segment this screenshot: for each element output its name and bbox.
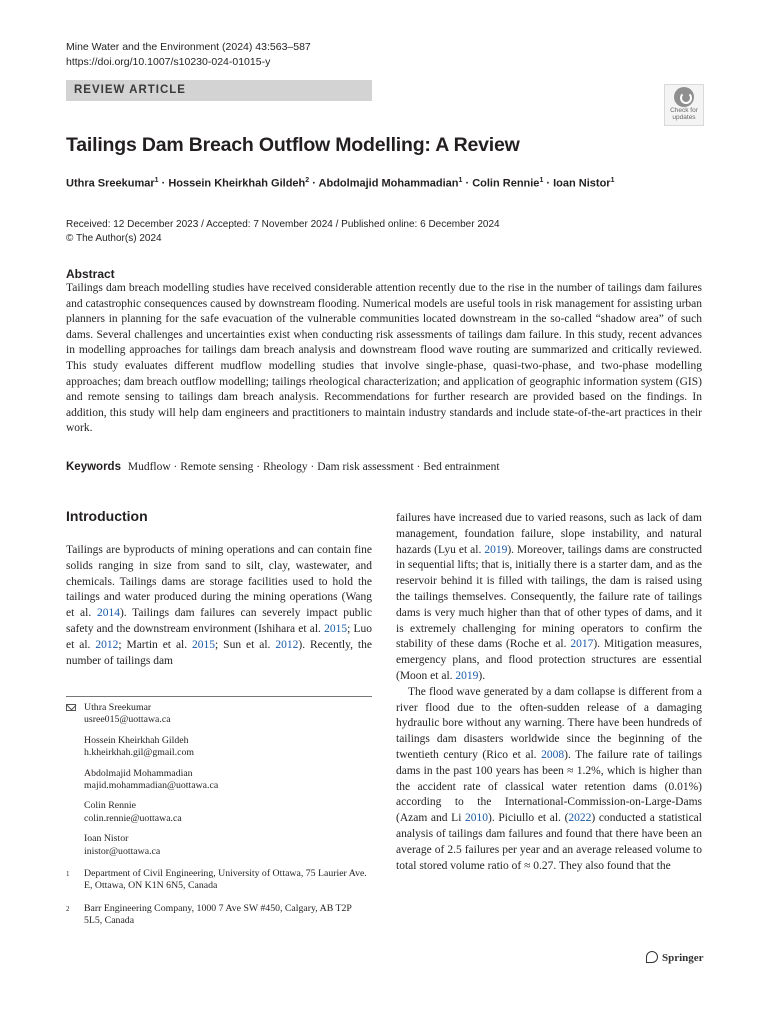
author-name[interactable]: Abdolmajid Mohammadian xyxy=(318,177,459,190)
citation-link[interactable]: 2010 xyxy=(465,812,489,825)
intro-paragraph-1 xyxy=(66,543,372,669)
author-separator: · xyxy=(158,177,169,190)
introduction-heading: Introduction xyxy=(66,508,148,524)
article-title: Tailings Dam Breach Outflow Modelling: A Review xyxy=(66,134,520,156)
contact-name: Colin Rennie xyxy=(84,800,136,812)
article-type-label: REVIEW ARTICLE xyxy=(74,84,186,96)
citation-link[interactable]: 2008 xyxy=(541,748,565,761)
author-contact xyxy=(66,735,372,760)
affiliation xyxy=(66,868,372,893)
citation-link[interactable]: 2012 xyxy=(95,638,119,651)
contact-name: Ioan Nistor xyxy=(84,833,129,845)
publication-dates xyxy=(66,218,500,246)
body-text: ) conducted a statistical analysis of tailings dam failures and found that there have been an average of 2.5 failures per year and an average released volume to total stored volume ratio of ≈ 0.27. They also found that the xyxy=(396,812,702,872)
copyright-line: © The Author(s) 2024 xyxy=(66,233,162,244)
citation-link[interactable]: 2015 xyxy=(192,638,216,651)
contact-name: Uthra Sreekumar xyxy=(84,702,152,713)
intro-paragraph-2 xyxy=(396,511,702,685)
keywords-label: Keywords xyxy=(66,461,121,473)
contact-email[interactable]: colin.rennie@uottawa.ca xyxy=(84,812,182,824)
refresh-icon xyxy=(674,87,694,107)
springer-horse-icon xyxy=(646,951,658,963)
footnote-divider xyxy=(66,696,372,697)
body-text: ). The failure rate of tailings dams in the past 100 years has been ≈ 1.2%, which is higher than the accident rate of classical water retention dams (0.01%) according to the International-Commission-on-Large-Dams (Azam and Li xyxy=(396,748,702,825)
keywords-line xyxy=(66,461,500,473)
author-affiliation-marker: 1 xyxy=(458,177,463,184)
publisher-name: Springer xyxy=(662,952,704,964)
author-name[interactable]: Colin Rennie xyxy=(472,177,540,190)
body-text: ; Sun et al. xyxy=(215,638,276,651)
abstract-heading: Abstract xyxy=(66,267,115,281)
journal-header xyxy=(66,40,311,70)
right-column xyxy=(396,511,702,874)
body-text: The flood wave generated by a dam collapse is different from a river flood due to the often-sudden release of a damaging hydraulic bore without any warning. There have been hundreds of tailings dam disasters worldwide since the beginning of the twentieth century (Rico et al. xyxy=(396,685,702,761)
author-affiliation-marker: 2 xyxy=(305,177,310,184)
body-text: Tailings are byproducts of mining operations and can contain fine solids ranging in size from sand to silt, clay, wastewater, and chemicals. Tailings dams are storage facilities used to hold the tailings and water produced during the mining operations (Wang et al. xyxy=(66,544,372,620)
affiliation-text: Barr Engineering Company, 1000 7 Ave SW #450, Calgary, AB T2P 5L5, Canada xyxy=(84,902,352,927)
contact-name: Abdolmajid Mohammadian xyxy=(84,767,193,779)
citation-link[interactable]: 2019 xyxy=(484,543,508,556)
body-text: failures have increased due to varied reasons, such as lack of dam management, foundation failure, slope instability, and natural hazards (Lyu et al. xyxy=(396,512,702,556)
contact-email[interactable]: usree015@uottawa.ca xyxy=(84,714,171,726)
contact-email[interactable]: h.kheirkhah.gil@gmail.com xyxy=(84,747,194,759)
body-text: ). xyxy=(478,669,486,682)
author-separator: · xyxy=(462,177,473,190)
check-updates-line2: updates xyxy=(672,114,696,121)
citation-link[interactable]: 2019 xyxy=(455,669,479,682)
body-text: ). Tailings dam failures can severely impact public safety and the downstream environment (Ishihara et al. xyxy=(66,607,372,635)
body-text: ). Recently, the number of tailings dam xyxy=(66,638,372,667)
body-text: ; Luo et al. xyxy=(66,622,372,651)
author-contact xyxy=(66,702,372,727)
author-separator: · xyxy=(309,177,319,190)
body-text: ). Piciullo et al. ( xyxy=(488,812,569,825)
author-affiliation-marker: 1 xyxy=(539,177,544,184)
contact-email[interactable]: inistor@uottawa.ca xyxy=(84,845,161,857)
author-contact xyxy=(66,800,372,825)
author-name[interactable]: Hossein Kheirkhah Gildeh xyxy=(168,177,306,190)
check-for-updates-badge[interactable] xyxy=(664,84,704,126)
affiliation-number: 1 xyxy=(66,870,70,879)
doi-link[interactable]: https://doi.org/10.1007/s10230-024-01015-y xyxy=(66,56,271,68)
check-updates-line1: Check for xyxy=(670,107,698,114)
author-separator: · xyxy=(543,177,554,190)
body-text: ). Moreover, tailings dams are constructed in sequential lifts; that is, initially there is a starter dam, and as the reservoir behind it is filled with tailings, the dam is raised using the tailings themselves. Consequently, the failure rate of tailings dams is very much higher than that of other types of dams, and it is extremely challenging for mining operators to confirm the stability of these dams (Roche et al. xyxy=(396,543,702,651)
author-contact xyxy=(66,833,372,858)
contact-email[interactable]: majid.mohammadian@uottawa.ca xyxy=(84,780,219,792)
left-column xyxy=(66,543,372,669)
abstract-body: Tailings dam breach modelling studies have received considerable attention recently due to the rise in the number of tailings dam failures and catastrophic consequences caused by downstream flooding. Numerical models are useful tools in risk management for assisting urban planners in planning for the safe evacuation of the vulnerable communities located downstream in the so-called “shadow area” of such dams. Several challenges and uncertainties exist when conducting risk assessments of tailings dam failure. In this study, recent advances in modelling approaches for tailings dam breach analysis and downstream flood wave routing are summarized and critically reviewed. This study evaluates different mudflow modelling studies that involve single-phase, quasi-two-phase, and two-phase modelling approaches; dam breach outflow modelling; tailings rheological characterization; and application of geographic information system (GIS) and remote sensing to tailings dam breach analysis. Recommendations for further research are provided based on the findings. In addition, this study will help dam engineers and practitioners to maintain industry standards and include state-of-the-art practices in their work. xyxy=(66,282,702,435)
citation-link[interactable]: 2022 xyxy=(568,812,592,825)
citation-link[interactable]: 2015 xyxy=(324,622,348,635)
body-text: ). Mitigation measures, emergency plans, and flood protection structures are essential (Moon et al. xyxy=(396,638,702,682)
author-affiliation-marker: 1 xyxy=(154,177,159,184)
affiliation-text: Department of Civil Engineering, University of Ottawa, 75 Laurier Ave. E, Ottawa, ON K1N 6N5, Canada xyxy=(84,868,367,892)
body-text: ; Martin et al. xyxy=(118,638,193,651)
author-footnotes xyxy=(66,702,372,928)
publisher-logo xyxy=(646,951,704,964)
intro-paragraph-3 xyxy=(396,685,702,875)
author-contact xyxy=(66,768,372,793)
author-affiliation-marker: 1 xyxy=(610,177,615,184)
citation-link[interactable]: 2017 xyxy=(570,638,594,651)
author-list xyxy=(66,177,614,190)
affiliation xyxy=(66,903,372,928)
dates-line: Received: 12 December 2023 / Accepted: 7 November 2024 / Published online: 6 December 2024 xyxy=(66,219,500,230)
journal-citation: Mine Water and the Environment (2024) 43:563–587 xyxy=(66,41,311,53)
envelope-icon xyxy=(66,704,76,711)
citation-link[interactable]: 2014 xyxy=(96,607,120,620)
keywords-text: Mudflow · Remote sensing · Rheology · Dam risk assessment · Bed entrainment xyxy=(127,461,500,473)
affiliation-number: 2 xyxy=(66,904,70,913)
contact-name: Hossein Kheirkhah Gildeh xyxy=(84,734,189,746)
author-name[interactable]: Ioan Nistor xyxy=(553,177,611,190)
author-name[interactable]: Uthra Sreekumar xyxy=(66,177,155,190)
citation-link[interactable]: 2012 xyxy=(275,638,299,651)
